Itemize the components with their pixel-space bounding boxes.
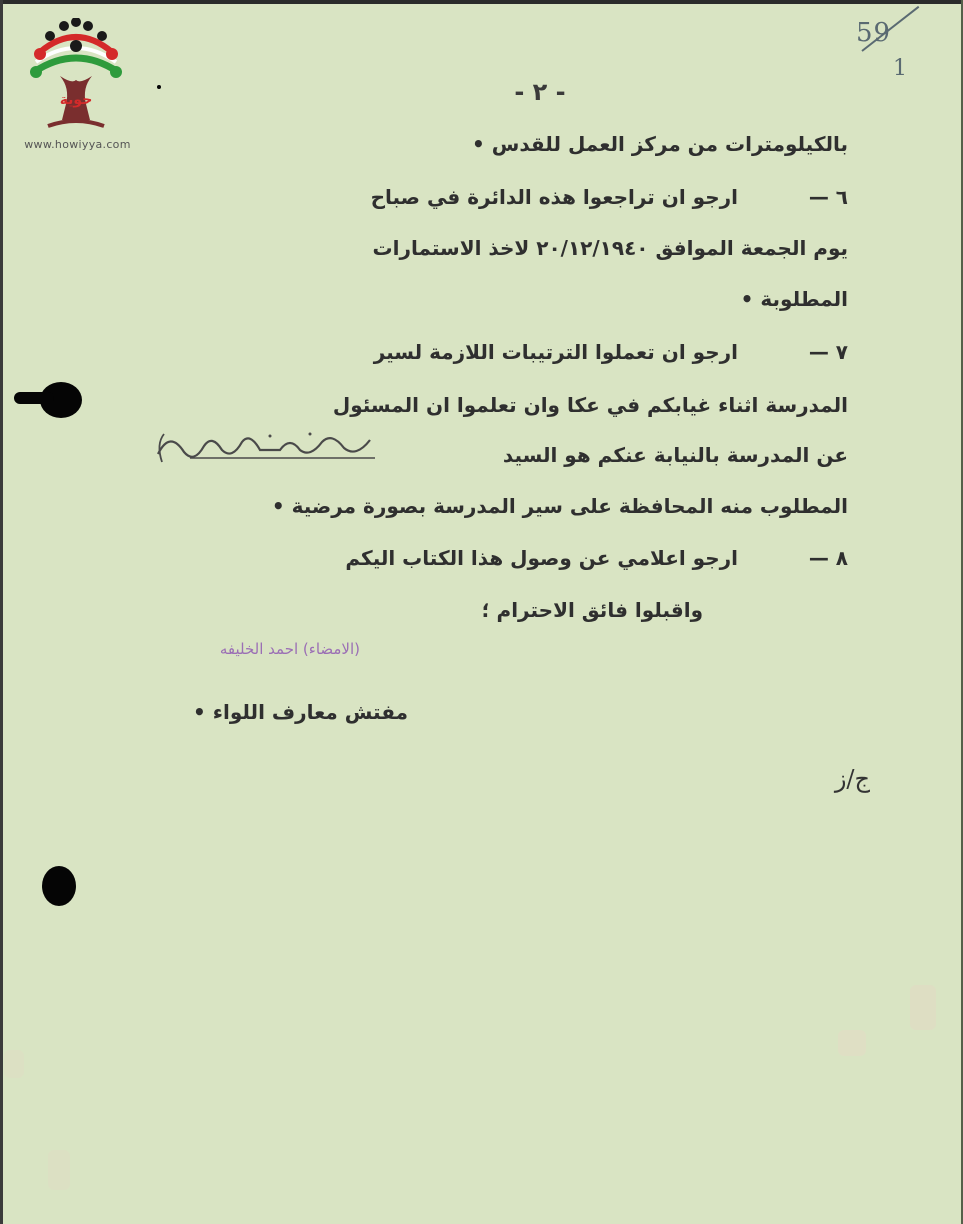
item-6-line-1: ارجو ان تراجعوا هذه الدائرة في صباح bbox=[370, 185, 738, 209]
watermark-logo bbox=[10, 18, 145, 158]
item-8-number: ٨ — bbox=[808, 546, 848, 570]
paper-stain bbox=[48, 1150, 70, 1190]
watermark-url: www.howiyya.com bbox=[24, 138, 131, 151]
item-7-line-2: المدرسة اثناء غيابكم في عكا وان تعلموا ان المسئول bbox=[332, 393, 848, 417]
punch-hole-smear bbox=[14, 392, 54, 404]
punch-hole-bottom bbox=[42, 866, 76, 906]
folio-number: 59 bbox=[856, 18, 892, 48]
item-7-line-4: المطلوب منه المحافظة على سير المدرسة بصورة مرضية • bbox=[271, 494, 848, 518]
watermark-brand-text: حوية bbox=[59, 92, 93, 108]
item-8-line-2: واقبلوا فائق الاحترام ؛ bbox=[481, 598, 703, 622]
ink-dot bbox=[157, 85, 161, 89]
signatory-title: مفتش معارف اللواء • bbox=[193, 700, 408, 724]
signature-stamp: (الامضاء) احمد الخليفه bbox=[219, 640, 360, 658]
item-6-line-3: المطلوبة • bbox=[740, 287, 848, 311]
item-6-line-2: يوم الجمعة الموافق ٢٠/١٢/١٩٤٠ لاخذ الاستمارات bbox=[372, 236, 848, 260]
page-number: - ٢ - bbox=[514, 78, 566, 106]
handwritten-name-text: اسماعيل البرغوثي bbox=[217, 442, 323, 458]
paper-stain bbox=[910, 985, 936, 1030]
folio-sub-number: 1 bbox=[893, 56, 907, 81]
item-6-number: ٦ — bbox=[808, 185, 848, 209]
handwritten-name bbox=[150, 424, 390, 468]
body-line-continuation: بالكيلومترات من مركز العمل للقدس • bbox=[472, 132, 848, 156]
item-7-number: ٧ — bbox=[808, 340, 848, 364]
paper-stain bbox=[4, 1050, 24, 1078]
item-7-line-1: ارجو ان تعملوا الترتيبات اللازمة لسير bbox=[373, 340, 738, 364]
item-8-line-1: ارجو اعلامي عن وصول هذا الكتاب اليكم bbox=[345, 546, 738, 570]
scan-edge-left bbox=[0, 0, 3, 1224]
scan-edge-top bbox=[0, 0, 963, 4]
item-7-line-3: عن المدرسة بالنيابة عنكم هو السيد bbox=[502, 443, 848, 467]
initials: ج/ز bbox=[834, 765, 870, 793]
handwriting-strokes bbox=[150, 424, 390, 468]
paper-stain bbox=[838, 1030, 866, 1056]
tree-with-people-icon bbox=[10, 18, 145, 136]
folio-mark bbox=[848, 18, 933, 88]
